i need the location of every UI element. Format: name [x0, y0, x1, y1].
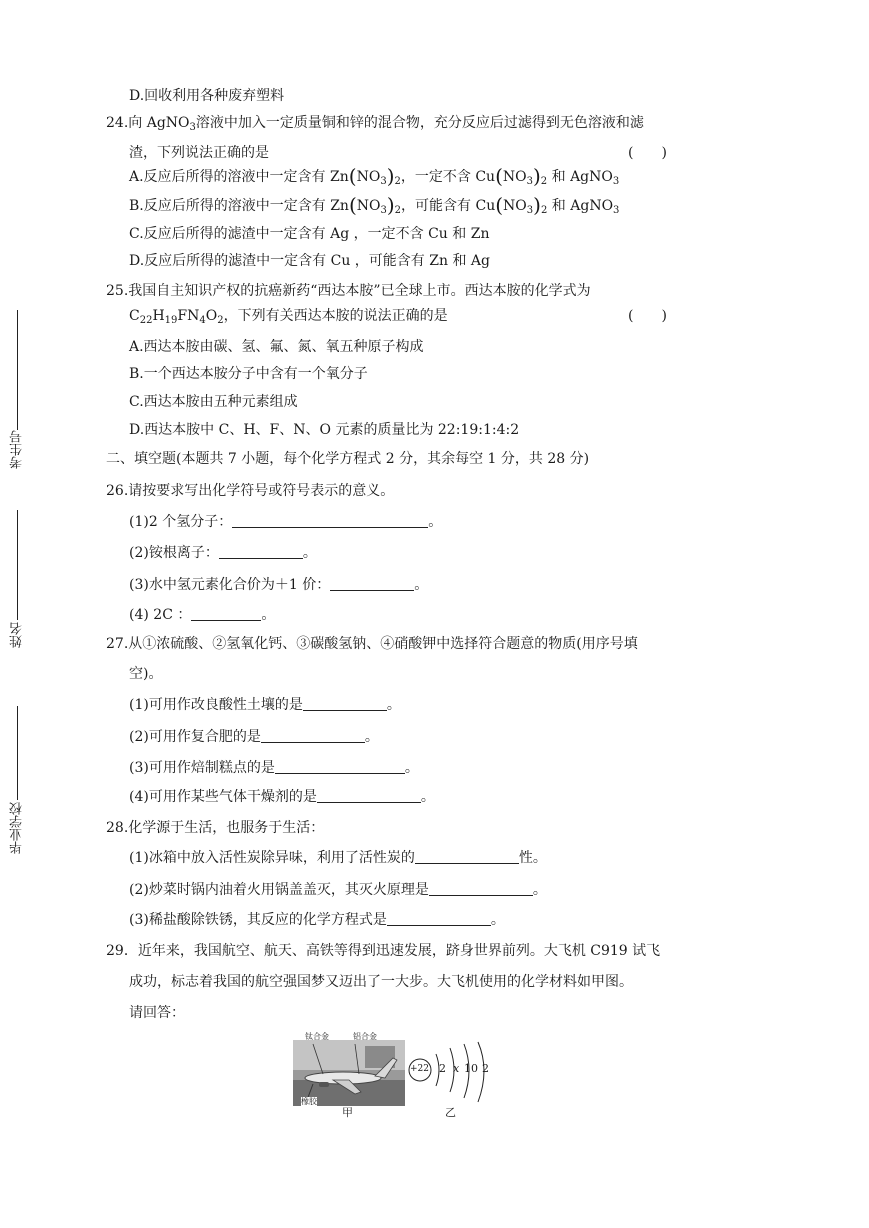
q27-stem-line1: 27.从①浓硫酸、②氢氧化钙、③碳酸氢钠、④硝酸钾中选择符合题意的物质(用序号填	[106, 636, 638, 652]
q26-item-2: (2)铵根离子： 。	[129, 545, 317, 561]
q25-option-a: A.西达本胺由碳、氢、氟、氮、氧五种原子构成	[129, 339, 424, 355]
nucleus-charge: +22	[410, 1064, 429, 1074]
electron-shell-4: 2	[482, 1062, 489, 1075]
answer-blank[interactable]	[232, 513, 428, 528]
q25-stem-line2: $C_{22}H_{19}FN_4O_2$，下列有关西达本胺的说法正确的是	[129, 308, 448, 326]
q27-item-2: (2)可用作复合肥的是 。	[129, 729, 379, 745]
q24-stem-line1: 24.向 AgNO$_3$溶液中加入一定质量铜和锌的混合物，充分反应后过滤得到无色溶液和滤	[106, 115, 644, 133]
q24-option-a: A.反应后所得的溶液中一定含有 $Zn(NO_3)_2$，一定不含 $Cu(NO_3)_2$ 和 AgNO$_3$	[129, 164, 620, 188]
q26-stem: 26.请按要求写出化学符号或符号表示的意义。	[106, 483, 395, 499]
q24-answer-paren: ( )	[628, 145, 667, 161]
binding-line-3	[17, 706, 18, 800]
q27-item-3: (3)可用作焙制糕点的是 。	[129, 760, 419, 776]
label-titanium-alloy: 钛合金	[305, 1032, 329, 1041]
caption-jia: 甲	[342, 1106, 353, 1119]
q25-option-d: D.西达本胺中 C、H、F、N、O 元素的质量比为 22:19:1:4:2	[129, 422, 520, 438]
figure-yi	[406, 1040, 498, 1110]
q26-item-4: (4) 2C ： 。	[129, 607, 276, 623]
answer-blank[interactable]	[303, 696, 387, 711]
q24-stem-line2: 渣，下列说法正确的是	[129, 145, 269, 161]
answer-blank[interactable]	[191, 606, 261, 621]
electron-shell-3: 10	[464, 1062, 478, 1075]
binding-line-1	[17, 310, 18, 430]
answer-blank[interactable]	[261, 728, 365, 743]
answer-blank[interactable]	[275, 759, 405, 774]
q29-stem-line1: 29．近年来，我国航空、航天、高铁等得到迅速发展，跻身世界前列。大飞机 C919 试飞	[106, 943, 661, 959]
q25-option-c: C.西达本胺由五种元素组成	[129, 394, 298, 410]
answer-blank[interactable]	[219, 544, 303, 559]
answer-blank[interactable]	[415, 849, 519, 864]
label-rubber: 橡胶	[301, 1097, 317, 1106]
school-label: 毕业学校	[10, 802, 25, 854]
q25-answer-paren: ( )	[628, 308, 667, 324]
q27-item-1: (1)可用作改良酸性土壤的是 。	[129, 697, 401, 713]
q26-item-1: (1)2 个氢分子： 。	[129, 514, 443, 530]
label-aluminum-alloy: 铝合金	[353, 1032, 377, 1041]
answer-blank[interactable]	[317, 788, 421, 803]
atom-structure-diagram	[406, 1040, 498, 1110]
q27-item-4: (4)可用作某些气体干燥剂的是 。	[129, 789, 435, 805]
q25-stem-line1: 25.我国自主知识产权的抗癌新药“西达本胺”已全球上市。西达本胺的化学式为	[106, 283, 591, 299]
q29-stem-line2: 成功，标志着我国的航空强国梦又迈出了一大步。大飞机使用的化学材料如甲图。	[129, 974, 633, 990]
q23-option-d: D.回收利用各种废弃塑料	[129, 88, 285, 104]
answer-blank[interactable]	[330, 576, 414, 591]
name-label: 姓名	[10, 622, 25, 648]
section-2-heading: 二、填空题(本题共 7 小题，每个化学方程式 2 分，其余每空 1 分，共 28 分)	[106, 451, 590, 467]
exam-number-label: 考生号	[10, 430, 25, 469]
q28-item-1: (1)冰箱中放入活性炭除异味，利用了活性炭的 性。	[129, 850, 547, 866]
q28-item-2: (2)炒菜时锅内油着火用锅盖盖灭，其灭火原理是 。	[129, 882, 547, 898]
answer-blank[interactable]	[387, 911, 491, 926]
q24-option-b: B.反应后所得的溶液中一定含有 $Zn(NO_3)_2$，可能含有 $Cu(NO_3)_2$ 和 AgNO$_3$	[129, 193, 620, 217]
q28-item-3: (3)稀盐酸除铁锈，其反应的化学方程式是 。	[129, 912, 505, 928]
q27-stem-line2: 空)。	[129, 666, 163, 682]
q24-option-d: D.反应后所得的滤渣中一定含有 Cu ，可能含有 Zn 和 Ag	[129, 253, 490, 269]
q28-stem: 28.化学源于生活，也服务于生活：	[106, 820, 325, 836]
binding-line-2	[17, 510, 18, 620]
q29-stem-line3: 请回答：	[129, 1005, 185, 1021]
q26-item-3: (3)水中氢元素化合价为＋1 价： 。	[129, 577, 429, 593]
electron-shell-1: 2	[439, 1062, 446, 1075]
answer-blank[interactable]	[429, 881, 533, 896]
q25-option-b: B.一个西达本胺分子中含有一个氧分子	[129, 366, 368, 382]
q24-option-c: C.反应后所得的滤渣中一定含有 Ag ，一定不含 Cu 和 Zn	[129, 226, 490, 242]
caption-yi: 乙	[445, 1106, 456, 1119]
electron-shell-2: x	[453, 1062, 460, 1075]
